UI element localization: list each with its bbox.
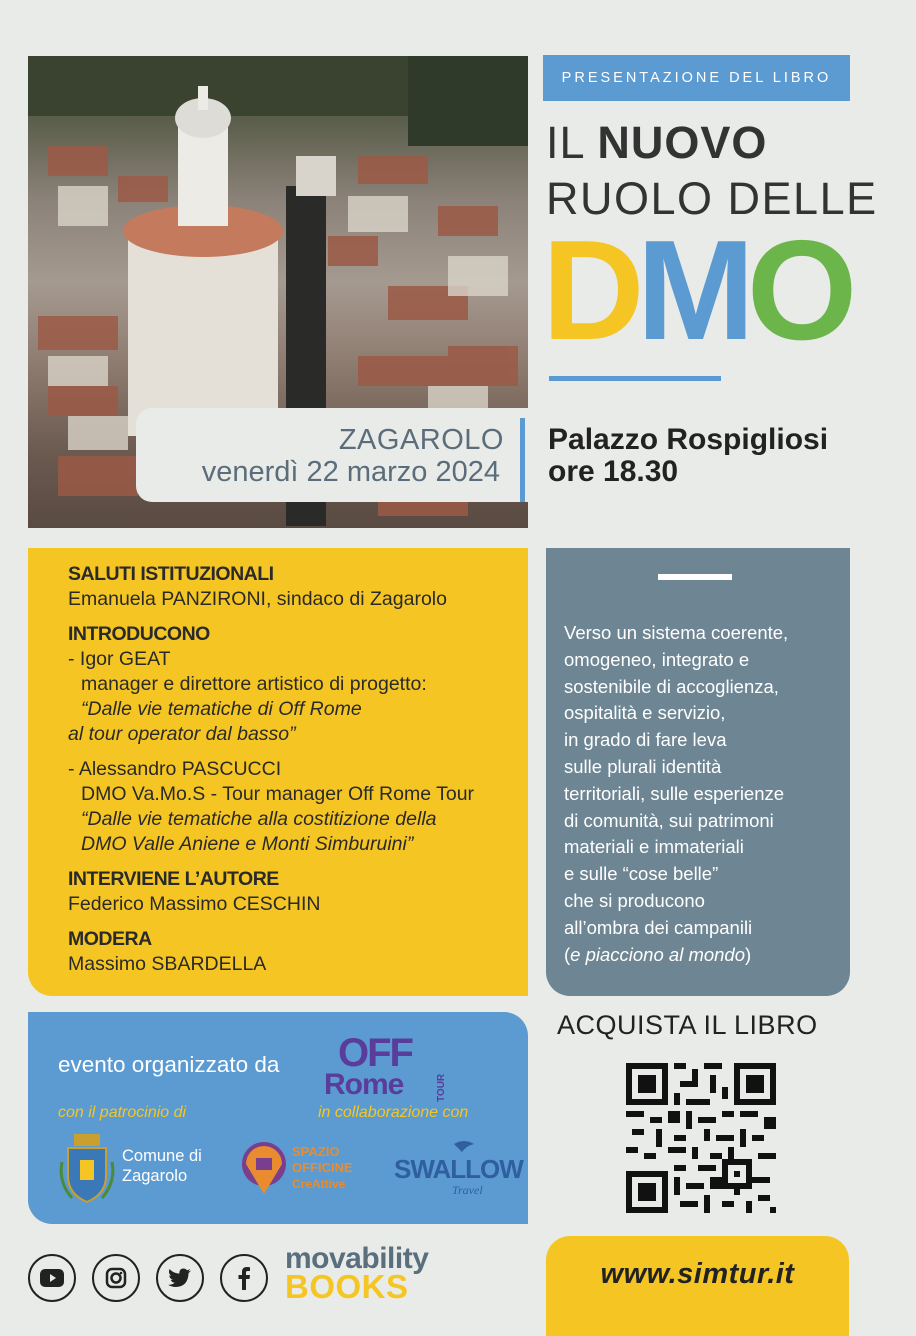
event-city: ZAGAROLO (338, 424, 504, 456)
offrome-off: OFF (338, 1031, 412, 1075)
saluti-heading: SALUTI ISTITUZIONALI (68, 563, 274, 585)
description-line: di comunità, sui patrimoni (564, 809, 774, 831)
patronage-label: con il patrocinio di (58, 1104, 187, 1121)
date-divider (520, 418, 525, 502)
speaker2-role: DMO Va.Mo.S - Tour manager Off Rome Tour (81, 783, 475, 805)
comune-line-1: Comune di (122, 1147, 202, 1165)
description-line: che si producono (564, 889, 705, 911)
zagarolo-crest-icon (58, 1132, 116, 1204)
speaker2-talk-line1: “Dalle vie tematiche alla costitizione della (81, 808, 437, 830)
title-line-1 (546, 117, 768, 168)
author-name: Federico Massimo CESCHIN (68, 893, 321, 915)
event-time: ore 18.30 (548, 455, 679, 488)
comune-label (122, 1146, 202, 1186)
description-line: all’ombra dei campanili (564, 916, 753, 938)
dmo-logotype (542, 211, 850, 370)
buy-book-label: ACQUISTA IL LIBRO (557, 1010, 818, 1040)
swallow-text: SWALLOW (394, 1154, 523, 1184)
description-line: omogeneo, integrato e (564, 648, 750, 670)
description-text (564, 620, 842, 968)
speaker1-talk-line1: “Dalle vie tematiche di Off Rome (81, 698, 362, 720)
speaker1-role: manager e direttore artistico di progetto: (81, 673, 427, 695)
comune-line-2: Zagarolo (122, 1167, 188, 1185)
spazio-line-2: OFFICINE (292, 1160, 353, 1175)
moderator-name: Massimo SBARDELLA (68, 953, 267, 975)
organizers-panel (28, 1012, 528, 1224)
website-panel (546, 1236, 849, 1336)
dmo-letter-d: D (542, 211, 637, 370)
description-line: sulle plurali identità (564, 755, 722, 777)
title-rule (549, 376, 721, 381)
swallow-sub: Travel (452, 1183, 483, 1197)
author-heading: INTERVIENE L’AUTORE (68, 868, 279, 890)
dmo-letter-o: O (746, 211, 850, 370)
event-date-box (136, 408, 528, 502)
collaboration-label: in collaborazione con (318, 1104, 469, 1121)
description-line: Verso un sistema coerente, (564, 622, 789, 643)
venue-name: Palazzo Rospigliosi (548, 423, 829, 456)
spazio-line-3: CreAttive (292, 1177, 346, 1191)
description-line: in grado di fare leva (564, 729, 727, 751)
speaker2-talk-line2: DMO Valle Aniene e Monti Simburuini” (81, 833, 414, 855)
description-line: ospitalità e servizio, (564, 702, 726, 724)
publisher-logo-line2: BOOKS (285, 1268, 409, 1305)
instagram-icon[interactable] (92, 1254, 140, 1302)
speaker2-name: - Alessandro PASCUCCI (68, 758, 282, 780)
dmo-letter-m: M (636, 211, 747, 370)
event-date: venerdì 22 marzo 2024 (201, 456, 500, 488)
speaker1-name: - Igor GEAT (68, 648, 171, 670)
description-line: sostenibile di accoglienza, (564, 675, 779, 697)
moderator-heading: MODERA (68, 928, 152, 950)
description-italic: e piacciono al mondo (570, 943, 746, 965)
swallow-travel-logo (392, 1138, 523, 1198)
title-nuovo: NUOVO (597, 117, 768, 168)
spazio-officine-logo (238, 1138, 368, 1198)
venue-block (548, 424, 828, 488)
speaker1-talk-line2: al tour operator dal basso” (68, 723, 296, 745)
title-line-2: RUOLO DELLE (546, 173, 878, 224)
saluti-text: Emanuela PANZIRONI, sindaco di Zagarolo (68, 588, 447, 610)
description-last-line: (e piacciono al mondo) (564, 943, 752, 965)
intro-heading: INTRODUCONO (68, 623, 210, 645)
qr-code[interactable] (626, 1063, 776, 1213)
publisher-logo-line1: movability (285, 1242, 429, 1275)
description-panel (546, 548, 850, 996)
title-il: IL (546, 117, 584, 168)
facebook-icon[interactable] (220, 1254, 268, 1302)
program-panel (28, 548, 528, 996)
offrome-rome: Rome (324, 1068, 404, 1101)
website-link[interactable]: www.simtur.it (600, 1258, 795, 1290)
organized-by-label: evento organizzato da (58, 1052, 280, 1077)
youtube-icon[interactable] (28, 1254, 76, 1302)
spazio-line-1: SPAZIO (292, 1144, 340, 1159)
description-line: materiali e immateriali (564, 836, 744, 858)
offrome-tour: TOUR (436, 1073, 447, 1102)
description-line: territoriali, sulle esperienze (564, 782, 785, 804)
twitter-icon[interactable] (156, 1254, 204, 1302)
off-rome-tour-logo (324, 1030, 454, 1100)
description-dash (658, 574, 732, 580)
description-line: e sulle “cose belle” (564, 863, 719, 885)
book-presentation-tag: PRESENTAZIONE DEL LIBRO (543, 55, 850, 101)
